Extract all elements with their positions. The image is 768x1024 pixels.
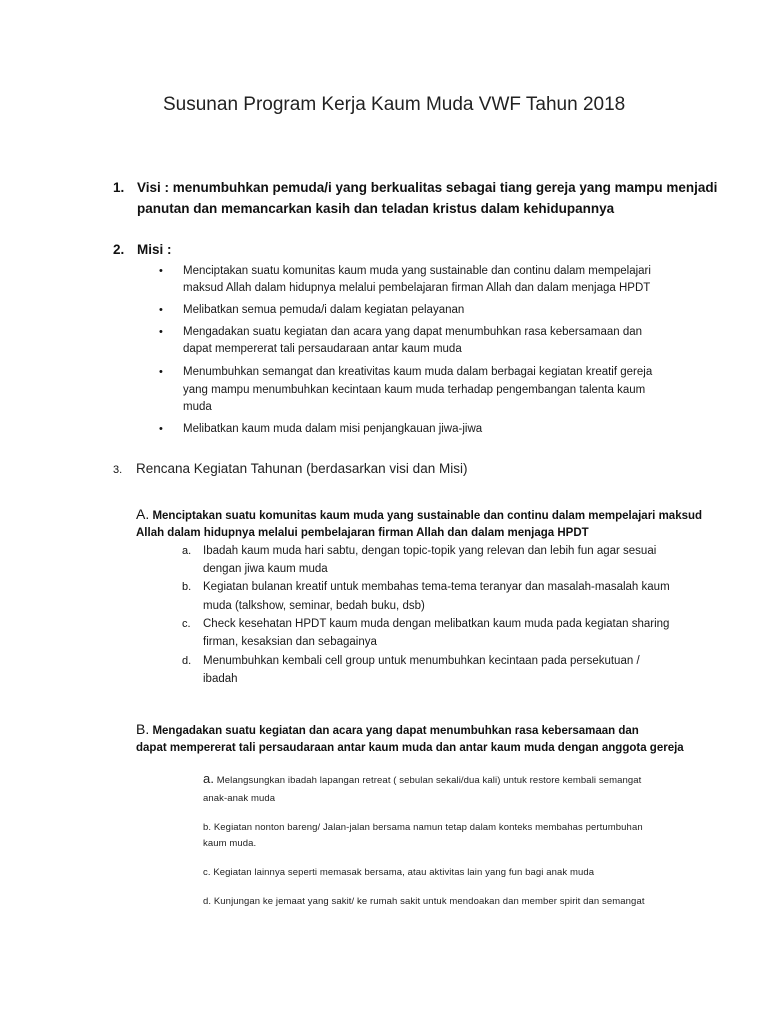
part-a-item-d-line-1: Menumbuhkan kembali cell group untuk menumbuhkan kecintaan pada persekutuan / (203, 655, 640, 667)
misi-item-3-line-1: Mengadakan suatu kegiatan dan acara yang dapat menumbuhkan rasa kebersamaan dan (183, 326, 643, 338)
part-b-item-a-line-2: anak-anak muda (203, 793, 276, 804)
part-a-item-b-line-1: Kegiatan bulanan kreatif untuk membahas tema-tema teranyar dan masalah-masalah kaum (203, 581, 670, 593)
misi-item-4-line-1: Menumbuhkan semangat dan kreativitas kaum muda dalam berbagai kegiatan kreatif gereja (183, 366, 653, 378)
part-a-item-a-line-2: dengan jiwa kaum muda (203, 563, 328, 575)
part-b-line-1-text: Mengadakan suatu kegiatan dan acara yang dapat menumbuhkan rasa kebersamaan dan (152, 725, 639, 737)
part-a-letter: A. (136, 506, 150, 522)
part-b-line-2: dapat mempererat tali persaudaraan antar kaum muda dan antar kaum muda dengan anggota gereja (136, 742, 684, 754)
visi-line-1: Visi : menumbuhkan pemuda/i yang berkualitas sebagai tiang gereja yang mampu menjadi (137, 180, 718, 195)
part-b-item-d-line-1: d. Kunjungan ke jemaat yang sakit/ ke rumah sakit untuk mendoakan dan member spirit dan semangat (203, 896, 645, 907)
misi-item-1-line-2: maksud Allah dalam hidupnya melalui pembelajaran firman Allah dan dalam menjaga HPDT (183, 282, 651, 294)
bullet-1: • (159, 265, 163, 277)
part-a-item-d-line-2: ibadah (203, 673, 238, 685)
visi-line-2: panutan dan memancarkan kasih dan teladan kristus dalam kehidupannya (137, 201, 615, 216)
misi-item-4-line-2: yang mampu menumbuhkan kecintaan kaum muda terhadap pengembangan talenta kaum (183, 384, 646, 396)
part-b-letter: B. (136, 721, 150, 737)
section-3-number: 3. (113, 464, 123, 476)
part-a-item-b-line-2: muda (talkshow, seminar, bedah buku, dsb) (203, 600, 425, 612)
part-a-item-c-line-2: firman, kesaksian dan sebagainya (203, 636, 377, 648)
document-title: Susunan Program Kerja Kaum Muda VWF Tahun 2018 (163, 94, 626, 115)
part-b-item-b-line-1: b. Kegiatan nonton bareng/ Jalan-jalan bersama namun tetap dalam konteks membahas pertumbuhan (203, 822, 643, 833)
section-1-number: 1. (113, 180, 125, 195)
part-a-item-c-line-1: Check kesehatan HPDT kaum muda dengan melibatkan kaum muda pada kegiatan sharing (203, 618, 670, 630)
part-a-item-d-letter: d. (182, 655, 192, 667)
part-b-item-a-line-1 (203, 771, 641, 786)
part-a-item-c-letter: c. (182, 618, 191, 630)
misi-item-2-line-1: Melibatkan semua pemuda/i dalam kegiatan pelayanan (183, 304, 465, 316)
misi-item-3-line-2: dapat mempererat tali persaudaraan antar kaum muda (183, 343, 462, 355)
misi-item-5-line-1: Melibatkan kaum muda dalam misi penjangkauan jiwa-jiwa (183, 423, 483, 435)
rencana-heading: Rencana Kegiatan Tahunan (berdasarkan visi dan Misi) (136, 461, 468, 476)
bullet-4: • (159, 366, 163, 378)
part-b-item-a-text: Melangsungkan ibadah lapangan retreat ( sebulan sekali/dua kali) untuk restore kembali semangat (214, 775, 642, 786)
part-a-item-a-line-1: Ibadah kaum muda hari sabtu, dengan topic-topik yang relevan dan lebih fun agar sesuai (203, 545, 657, 557)
part-b-line-1 (136, 721, 639, 737)
bullet-2: • (159, 304, 163, 316)
part-b-item-a-letter: a. (203, 771, 215, 786)
part-b-item-b-line-2: kaum muda. (203, 838, 257, 849)
misi-label: Misi : (137, 242, 172, 257)
part-a-line-1 (136, 506, 702, 522)
part-b-item-c-line-1: c. Kegiatan lainnya seperti memasak bersama, atau aktivitas lain yang fun bagi anak muda (203, 867, 595, 878)
part-a-item-a-letter: a. (182, 545, 192, 557)
misi-item-4-line-3: muda (183, 401, 212, 413)
bullet-3: • (159, 326, 163, 338)
bullet-5: • (159, 423, 163, 435)
part-a-item-b-letter: b. (182, 581, 192, 593)
part-a-line-2: Allah dalam hidupnya melalui pembelajaran firman Allah dan dalam menjaga HPDT (136, 527, 589, 539)
section-2-number: 2. (113, 242, 125, 257)
part-a-line-1-text: Menciptakan suatu komunitas kaum muda yang sustainable dan continu dalam mempelajari maksud (152, 510, 703, 522)
misi-item-1-line-1: Menciptakan suatu komunitas kaum muda yang sustainable dan continu dalam mempelajari (183, 265, 651, 277)
